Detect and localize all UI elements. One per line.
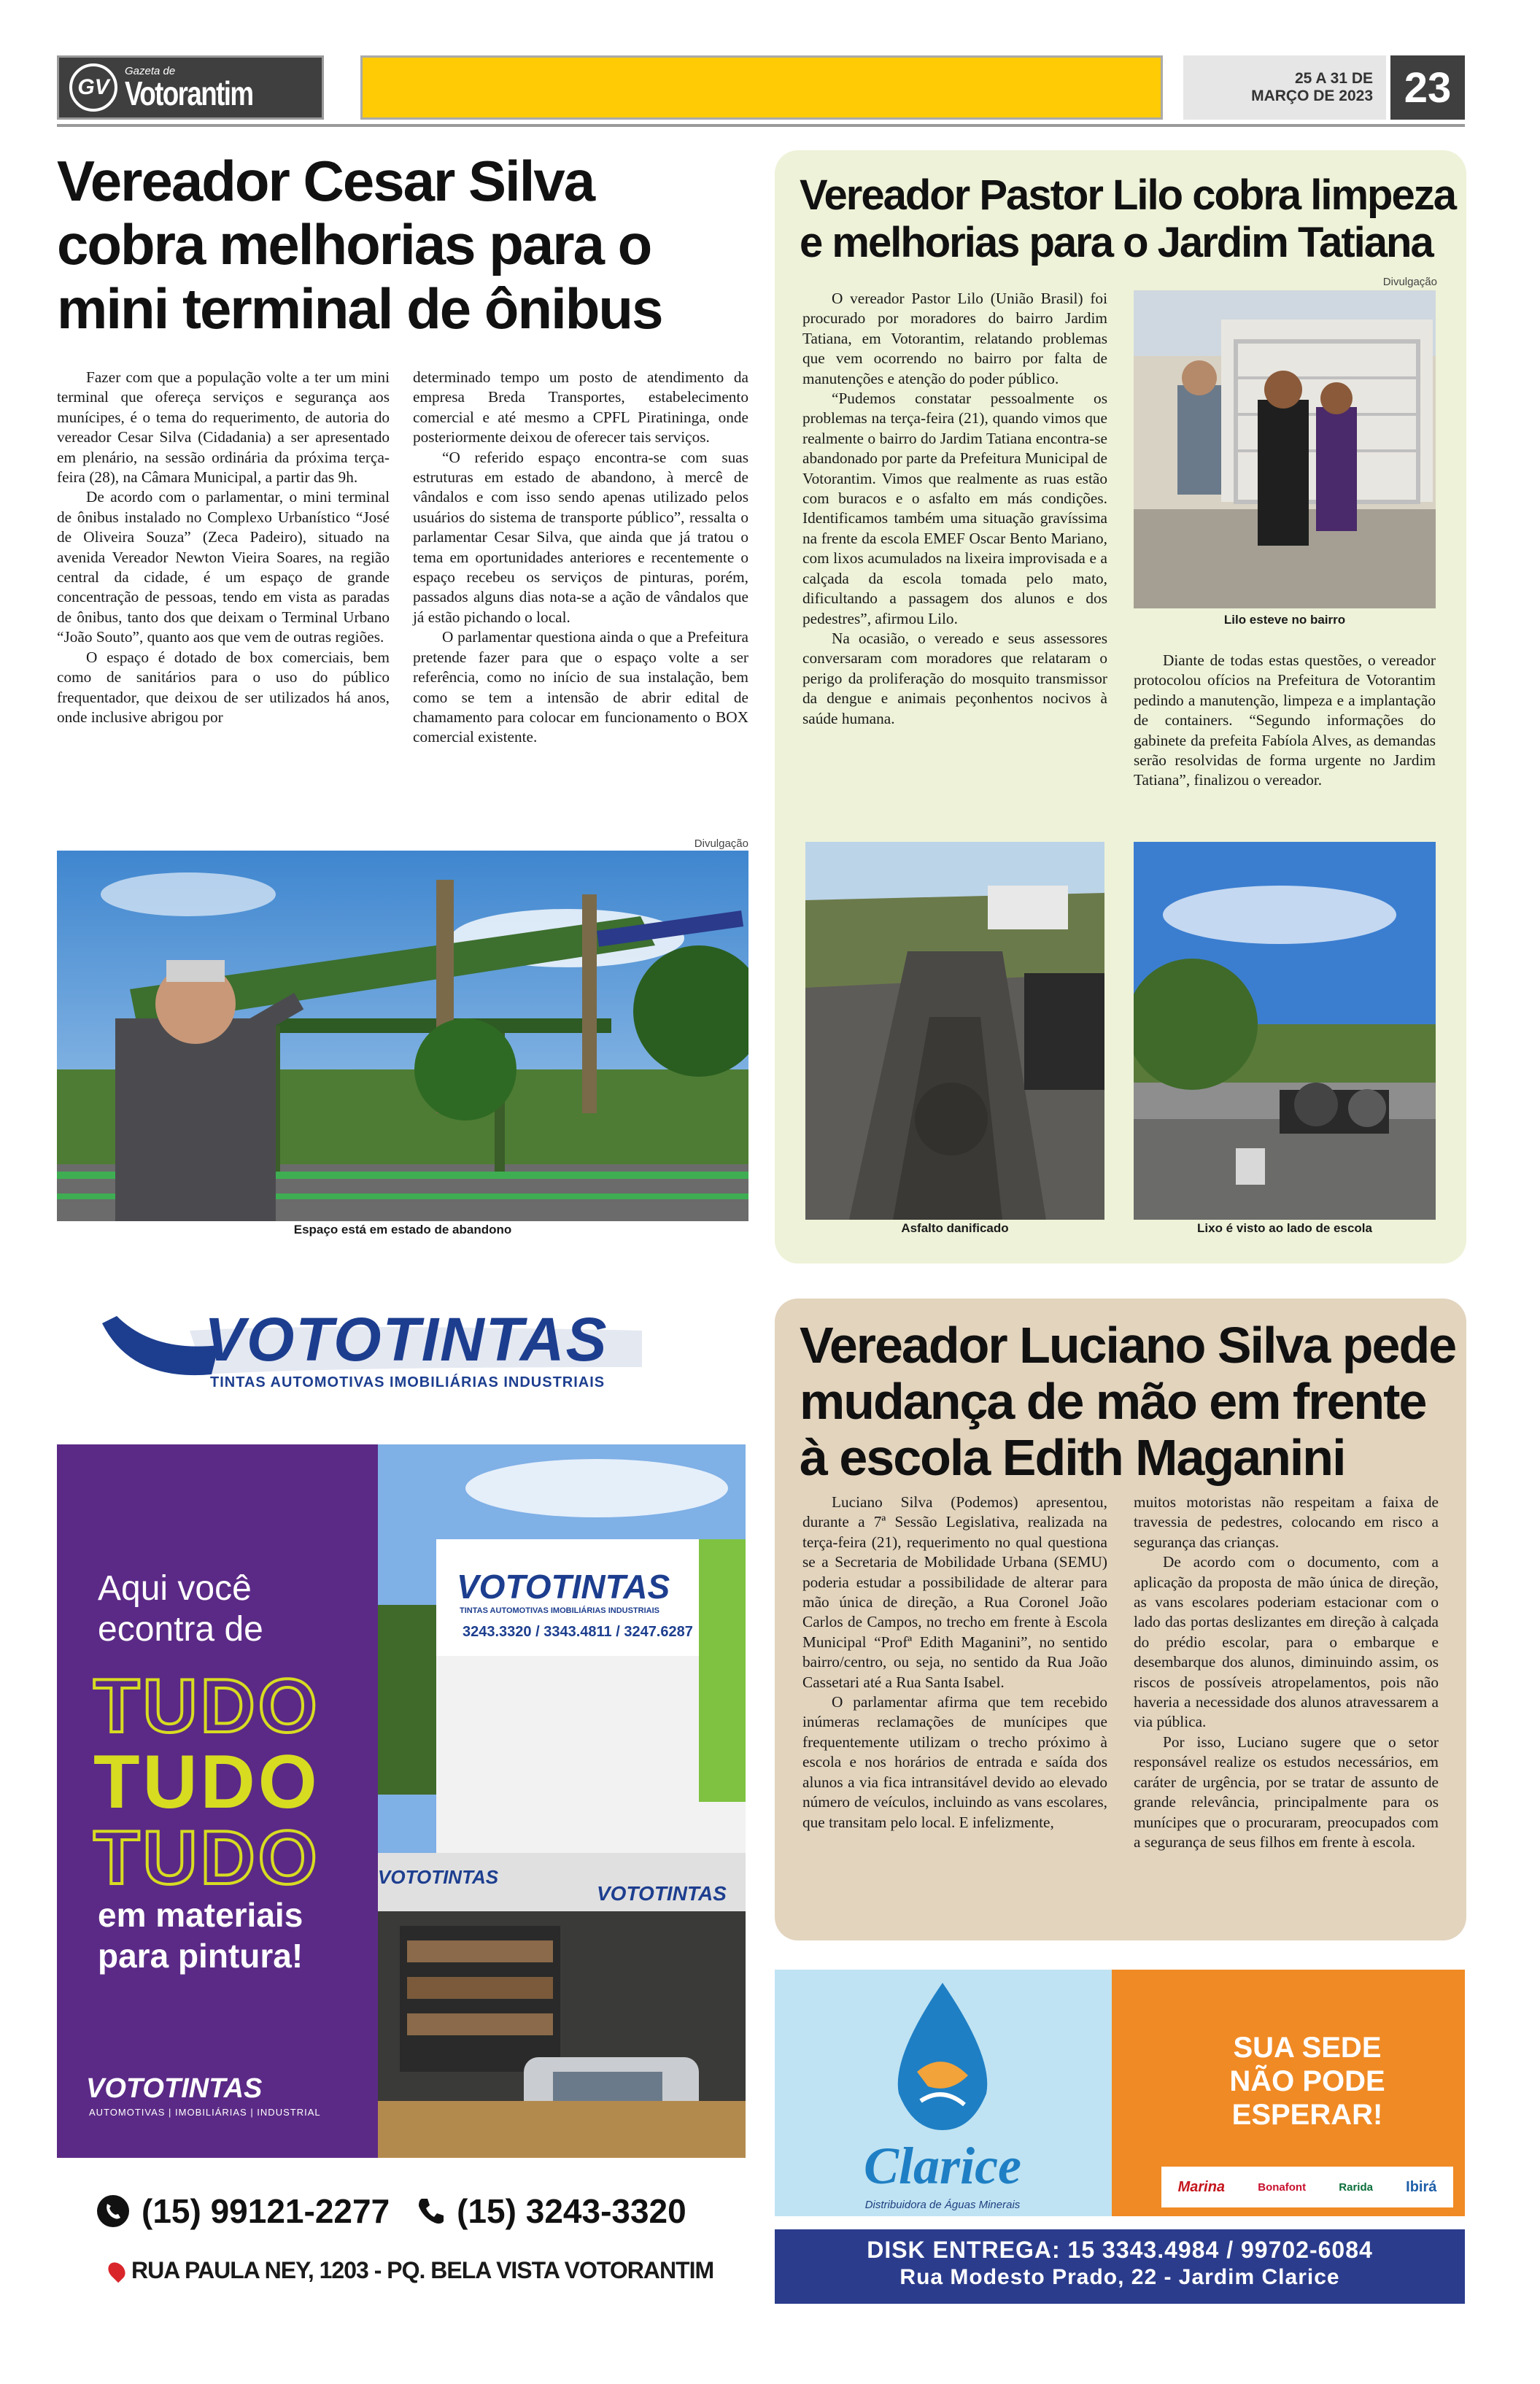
partner-marina: Marina — [1177, 2178, 1226, 2195]
date-line-1: 25 A 31 DE — [1295, 69, 1373, 87]
paragraph: O parlamentar afirma que tem recebido inúmeras reclamações de munícipes que frequentemente utilizam o trecho próximo à escola e nos horários de entrada e saída dos alunos a via fica intransitável devido ao elevado número de veículos, incluindo as vans escolares, que transitam pelo local. E infelizmente, — [802, 1693, 1107, 1831]
materials-line-1: em materiais — [98, 1896, 303, 1934]
paragraph: muitos motoristas não respeitam a faixa de travessia de pedestres, colocando em risco a segurança das crianças. — [1134, 1493, 1439, 1551]
store-address-text: RUA PAULA NEY, 1203 - PQ. BELA VISTA VOTORANTIM — [131, 2257, 714, 2283]
small-tagline: AUTOMOTIVAS | IMOBILIÁRIAS | INDUSTRIAL — [89, 2107, 321, 2118]
water-drop-icon — [877, 1977, 1008, 2137]
clarice-delivery-bar — [775, 2229, 1465, 2304]
paragraph: De acordo com o parlamentar, o mini terminal de ônibus instalado no Complexo Urbanístico “José de Oliveira Souza” (Zeca Padeiro), situado na avenida Vereador Newton Vieira Soares, na região central da cidade, é um espaço de grande concentração de pessoas, tendo em vista as paradas de ônibus, tanto dos que deixam o Terminal Urbano “João Souto”, quanto aos que vem de outras regiões. — [57, 488, 390, 646]
store-sign-brand: VOTOTINTAS — [457, 1568, 670, 1606]
date-line-2: MARÇO DE 2023 — [1251, 88, 1373, 104]
lilo-photo-caption: Lilo esteve no bairro — [1223, 613, 1346, 627]
paragraph: O vereador Pastor Lilo (União Brasil) foi procurado por moradores do bairro Jardim Tatiana, em Votorantim, relatando problemas que vem ocorrendo no bairro por falta de manutenções e atenção do poder público. — [802, 290, 1107, 387]
partner-bonafont: Bonafont — [1258, 2180, 1307, 2194]
paragraph: Luciano Silva (Podemos) apresentou, durante a 7ª Sessão Legislativa, realizada na terça-feira (21), requerimento no qual questiona se a Secretaria de Mobilidade Urbana (SEMU) poderia estudar a possibilidade de alterar para mão única de direção, a Rua Coronel João Carlos de Campos, no trecho em frente à Escola Municipal “Profª Edith Maganini”, no sentido bairro/centro, ou seja, no sentido da Rua João Cassetari até a Rua Santa Isabel. — [802, 1493, 1107, 1691]
asfalto-caption: Asfalto danificado — [901, 1221, 1009, 1235]
partner-rarida: Rarida — [1339, 2180, 1373, 2194]
phone-icon — [416, 2196, 446, 2226]
clarice-logo-area — [775, 1970, 1112, 2216]
clarice-brand: Clarice — [864, 2137, 1021, 2195]
article3-col2 — [1134, 1493, 1439, 1852]
terminal-photo-caption: Espaço está em estado de abandono — [293, 1223, 512, 1236]
materials-line-2: para pintura! — [98, 1937, 303, 1975]
terminal-photo — [57, 851, 748, 1221]
header-rule — [57, 124, 1465, 127]
store-lower-sign-1: VOTOTINTAS — [378, 1866, 499, 1888]
vototintas-tagline: TINTAS AUTOMOTIVAS IMOBILIÁRIAS INDUSTRIAIS — [210, 1374, 648, 1391]
header-yellow-bar — [360, 55, 1163, 120]
store-address — [109, 2257, 713, 2284]
clarice-ad — [775, 1970, 1465, 2216]
paragraph: Por isso, Luciano sugere que o setor responsável realize os estudos necessários, em caráter de urgência, por se tratar de assunto de grande relevância, principalmente para os munícipes que o procuraram, preocupados com a segurança de seus filhos em frente à escola. — [1134, 1733, 1439, 1851]
paragraph: Na ocasião, o vereado e seus assessores conversaram com moradores que relataram o perigo da proliferação do mosquito transmissor da dengue e animais peçonhentos nocivos à saúde humana. — [802, 629, 1107, 727]
masthead-name: Votorantim — [125, 74, 253, 112]
lixo-photo — [1134, 842, 1436, 1220]
partner-ibira: Ibirá — [1406, 2178, 1437, 2195]
paragraph: Diante de todas estas questões, o vereador protocolou ofícios na Prefeitura de Votorantim pedindo a manutenção, limpeza e a implantação de containers. “Segundo informações do gabinete da prefeita Fabíola Alves, as demandas serão resolvidas de forma urgente no Jardim Tatiana”, finalizou o vereador. — [1134, 651, 1436, 789]
tudo-outline-2: TUDO — [93, 1816, 320, 1900]
article2-col2 — [1134, 651, 1436, 791]
headline-line-1: SUA SEDE — [1233, 2032, 1382, 2064]
vototintas-brand: VOTOTINTAS — [204, 1305, 608, 1374]
contact-phones — [95, 2191, 686, 2231]
photo-credit: Divulgação — [1382, 276, 1437, 288]
paragraph: O espaço é dotado de box comerciais, bem como de sanitários para o uso do público frequentador, que deixou de ser utilizados há anos, onde inclusive abrigou por — [57, 648, 390, 726]
delivery-address: Rua Modesto Prado, 22 - Jardim Clarice — [899, 2265, 1340, 2289]
asfalto-photo — [805, 842, 1104, 1220]
delivery-phones: DISK ENTREGA: 15 3343.4984 / 99702-6084 — [867, 2237, 1373, 2263]
lilo-photo — [1134, 290, 1436, 608]
clarice-headline — [1169, 2031, 1446, 2132]
whatsapp-icon — [95, 2193, 131, 2229]
article3-headline: Vereador Luciano Silva pede mudança de mão em frente à escola Edith Maganini — [800, 1317, 1456, 1486]
clarice-sub: Distribuidora de Águas Minerais — [864, 2199, 1021, 2211]
store-sign-phones: 3243.3320 / 3343.4811 / 3247.6287 — [463, 1624, 693, 1640]
headline-line-2: NÃO PODE — [1229, 2065, 1385, 2097]
issue-date — [1183, 55, 1386, 120]
vototintas-purple-panel — [57, 1444, 378, 2158]
article2-col1 — [802, 289, 1107, 729]
photo-credit: Divulgação — [694, 837, 748, 850]
paragraph: O parlamentar questiona ainda o que a Prefeitura pretende fazer para que o espaço volte a ser referência, como no início de sua instalação, bem como se tem a intensão de abrir edital de chamamento para colocar em funcionamento o BOX comercial existente. — [413, 628, 748, 746]
location-pin-icon — [105, 2259, 129, 2283]
paragraph: “Pudemos constatar pessoalmente os problemas na terça-feira (21), quando vimos que realmente o bairro do Jardim Tatiana encontra-se abandonado por parte da Prefeitura Municipal de Votorantim. Vimos que realmente as ruas estão com buracos e o asfalto em más condições. Identificamos também uma situação gravíssima na frente da escola EMEF Oscar Bento Mariano, com lixos acumulados na lixeira improvisada e a calçada da escola tomada pelo mato, dificultando a passagem dos alunos e dos pedestres”, afirmou Lilo. — [802, 390, 1107, 627]
store-sign-tagline: TINTAS AUTOMOTIVAS IMOBILIÁRIAS INDUSTRIAIS — [460, 1606, 659, 1615]
tudo-filled: TUDO — [93, 1740, 320, 1824]
landline-number: (15) 3243-3320 — [457, 2192, 686, 2230]
page-number: 23 — [1390, 55, 1465, 120]
small-brand: VOTOTINTAS — [86, 2073, 263, 2104]
store-photo — [378, 1444, 746, 2158]
article2-headline: Vereador Pastor Lilo cobra limpeza e melhorias para o Jardim Tatiana — [800, 171, 1455, 266]
paragraph: De acordo com o documento, com a aplicação da proposta de mão única de direção, as vans escolares poderiam estacionar com o lado das portas deslizantes em direção à calçada do prédio escolar, para o embarque e desembarque dos alunos, diminuindo assim, os riscos de possíveis atropelamentos, pois não haveria a necessidade dos alunos atravessarem a via pública. — [1134, 1553, 1439, 1731]
store-lower-sign-2: VOTOTINTAS — [597, 1882, 727, 1905]
headline-line-3: ESPERAR! — [1231, 2099, 1383, 2131]
article3-col1 — [802, 1493, 1107, 1832]
article1-headline: Vereador Cesar Silva cobra melhorias para o mini terminal de ônibus — [57, 149, 662, 341]
paragraph: determinado tempo um posto de atendimento da empresa Breda Transportes, estabelecimento comercial e até mesmo a CPFL Piratininga, onde posteriormente deixou de oferecer tais serviços. — [413, 368, 748, 446]
gazeta-logo-icon: GV — [69, 63, 117, 112]
whatsapp-number: (15) 99121-2277 — [142, 2192, 390, 2230]
masthead — [57, 55, 324, 120]
paragraph: “O referido espaço encontra-se com suas estruturas em estado de abandono, à mercê de vândalos e com isso sendo apenas utilizado pelos usuários do sistema de transporte público”, ressalta o parlamentar Cesar Silva, que ainda que já tratou o tema em oportunidades anteriores e recentemente o espaço recebeu os serviços de pinturas, porém, passados alguns dias nota-se a ação de vândalos que já estão pichando o local. — [413, 448, 748, 626]
vototintas-top-logo — [88, 1301, 657, 1404]
lixo-caption: Lixo é visto ao lado de escola — [1197, 1221, 1372, 1235]
article1-col1 — [57, 368, 390, 727]
article1-col2 — [413, 368, 748, 748]
lead-line-2: econtra de — [98, 1610, 263, 1649]
partner-logos — [1161, 2167, 1453, 2207]
masthead-small: Gazeta de — [125, 64, 176, 77]
tudo-outline-1: TUDO — [93, 1664, 320, 1749]
lead-line-1: Aqui você — [98, 1569, 252, 1608]
paragraph: Fazer com que a população volte a ter um mini terminal que ofereça serviços e segurança aos munícipes, é o tema do requerimento, de autoria do vereador Cesar Silva (Cidadania) a ser apresentado em plenário, na sessão ordinária da próxima terça-feira (28), na Câmara Municipal, a partir das 9h. — [57, 368, 390, 487]
